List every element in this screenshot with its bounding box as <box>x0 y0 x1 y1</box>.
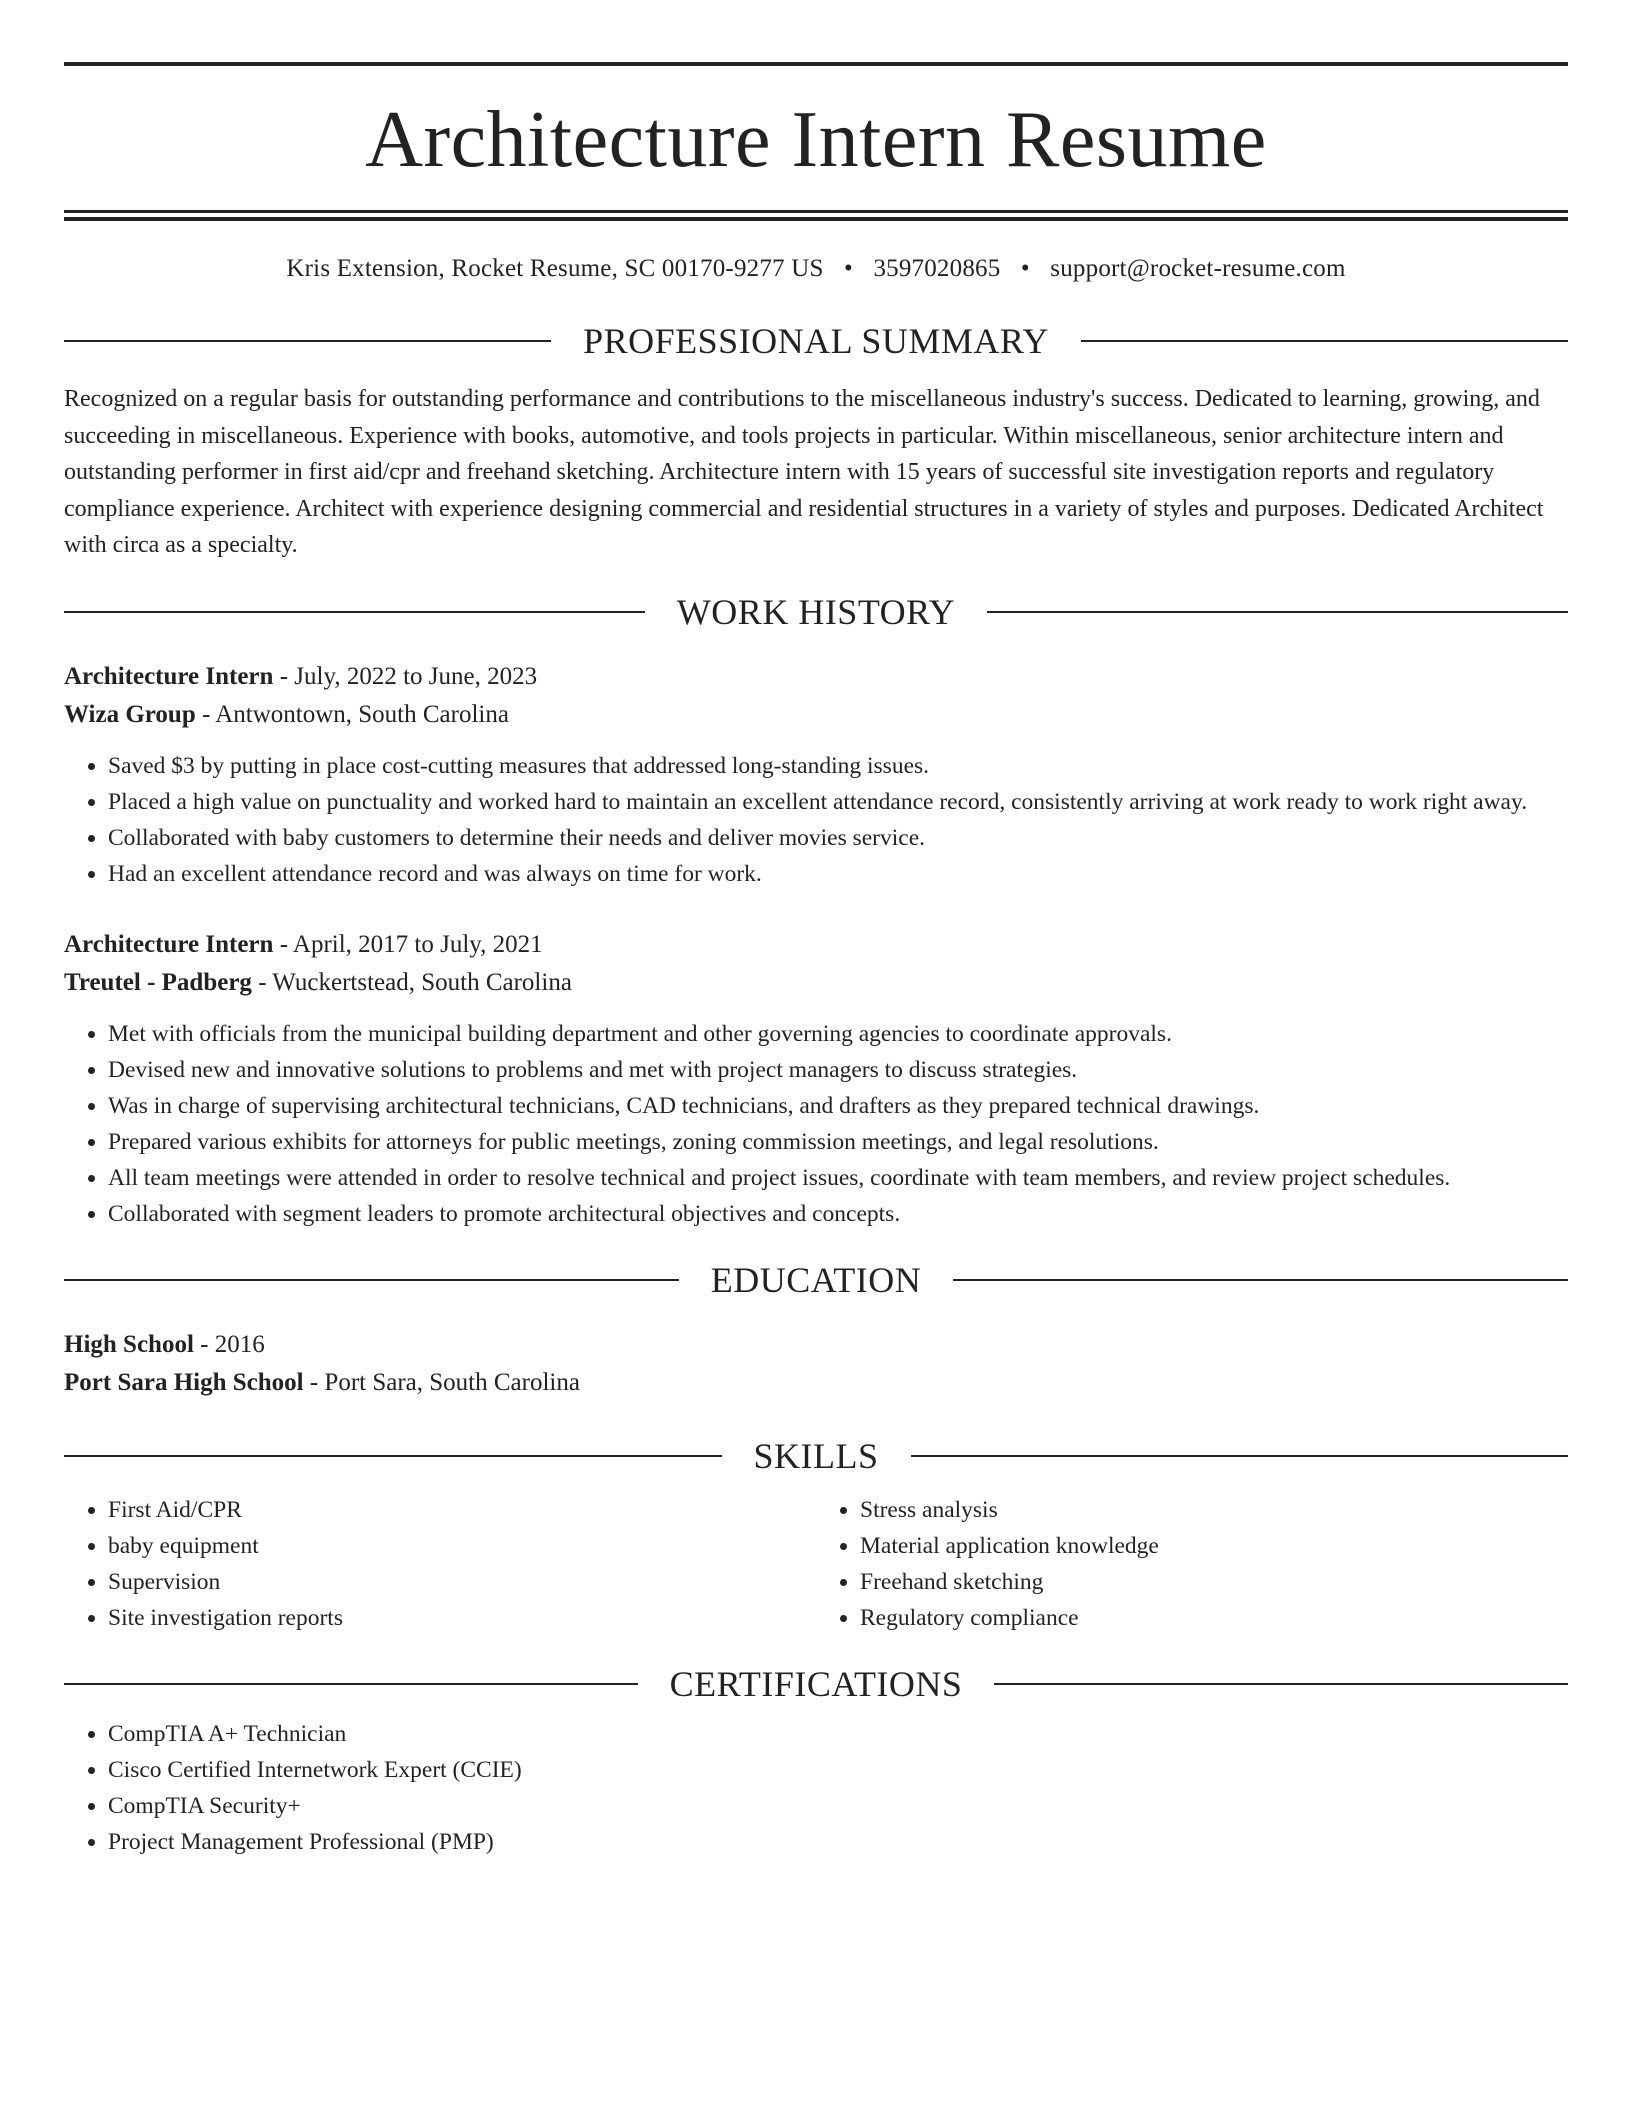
education-degree-line <box>64 1326 1568 1364</box>
job-bullet: • Had an excellent attendance record and was always on time for work. <box>108 856 1568 892</box>
heading-rule-left <box>64 1279 679 1281</box>
education-degree: High School <box>64 1330 194 1358</box>
heading-rule-right <box>994 1683 1568 1685</box>
job-title-line <box>64 926 1568 964</box>
job-bullet: • Collaborated with segment leaders to promote architectural objectives and concepts. <box>108 1196 1568 1232</box>
resume-title: Architecture Intern Resume <box>365 96 1267 184</box>
skills-left-column <box>64 1492 816 1636</box>
job-company: Treutel - Padberg <box>64 968 252 996</box>
skills-heading-label: SKILLS <box>753 1435 879 1476</box>
education-year: - 2016 <box>193 1330 265 1358</box>
job-dates: - April, 2017 to July, 2021 <box>273 930 543 958</box>
contact-separator: • <box>1020 255 1030 282</box>
education-school: Port Sara High School <box>64 1368 304 1396</box>
skill-item: • Supervision <box>108 1564 816 1600</box>
job-bullets <box>64 1016 1568 1232</box>
contact-phone: 3597020865 <box>873 255 1001 282</box>
summary-text: Recognized on a regular basis for outstanding performance and contributions to the miscellaneous industry's success. Dedicated to learning, growing, and succeeding in miscellaneous. Experience with books, automotive, and tools projects in particular. Within miscellaneous, senior architecture intern and outstanding performer in first aid/cpr and freehand sketching. Architecture intern with 15 years of successful site investigation reports and regulatory compliance experience. Architect with experience designing commercial and residential structures in a variety of styles and purposes. Dedicated Architect with circa as a specialty. <box>64 386 1544 558</box>
skill-item: • Site investigation reports <box>108 1600 816 1636</box>
heading-rule-right <box>911 1455 1569 1457</box>
heading-rule-right <box>1081 340 1568 342</box>
contact-email: support@rocket-resume.com <box>1050 255 1346 282</box>
job-bullet: • Devised new and innovative solutions to problems and met with project managers to discuss strategies. <box>108 1052 1568 1088</box>
job-company-line <box>64 964 1568 1002</box>
education-heading-label: EDUCATION <box>710 1259 922 1300</box>
education-entry <box>64 1326 1568 1402</box>
certifications-section-heading <box>64 1663 1568 1704</box>
heading-rule-left <box>64 1683 638 1685</box>
job-title: Architecture Intern <box>64 662 274 690</box>
job-bullet: • Met with officials from the municipal building department and other governing agencies to coordinate approvals. <box>108 1016 1568 1052</box>
certification-item: • CompTIA A+ Technician <box>108 1716 1568 1752</box>
job-bullets <box>64 748 1568 892</box>
job-bullet: • Was in charge of supervising architectural technicians, CAD technicians, and drafters as they prepared technical drawings. <box>108 1088 1568 1124</box>
heading-rule-right <box>987 611 1568 613</box>
certification-item: • Cisco Certified Internetwork Expert (CCIE) <box>108 1752 1568 1788</box>
certifications-list <box>64 1716 1568 1860</box>
job-bullet: • All team meetings were attended in order to resolve technical and project issues, coordinate with team members, and review project schedules. <box>108 1160 1568 1196</box>
work-section-heading <box>64 591 1568 632</box>
certification-item: • CompTIA Security+ <box>108 1788 1568 1824</box>
work-heading-label: WORK HISTORY <box>676 591 956 632</box>
job-company-line <box>64 696 1568 734</box>
contact-line <box>64 255 1568 283</box>
job-location: - Antwontown, South Carolina <box>195 700 509 728</box>
education-section-heading <box>64 1259 1568 1300</box>
skill-item: • Stress analysis <box>860 1492 1568 1528</box>
job-dates: - July, 2022 to June, 2023 <box>273 662 538 690</box>
summary-heading-label: PROFESSIONAL SUMMARY <box>583 321 1049 361</box>
job-entry <box>64 658 1568 892</box>
job-title: Architecture Intern <box>64 930 274 958</box>
skills-right-column <box>816 1492 1568 1636</box>
skill-item: • baby equipment <box>108 1528 816 1564</box>
heading-rule-left <box>64 340 551 342</box>
education-school-line <box>64 1364 1568 1402</box>
job-location: - Wuckertstead, South Carolina <box>251 968 572 996</box>
title-double-rule <box>64 210 1568 221</box>
skill-item: • First Aid/CPR <box>108 1492 816 1528</box>
certification-item: • Project Management Professional (PMP) <box>108 1824 1568 1860</box>
contact-address: Kris Extension, Rocket Resume, SC 00170-9277 US <box>286 255 824 282</box>
skill-item: • Material application knowledge <box>860 1528 1568 1564</box>
job-bullet: • Collaborated with baby customers to determine their needs and deliver movies service. <box>108 820 1568 856</box>
job-title-line <box>64 658 1568 696</box>
job-entry <box>64 926 1568 1232</box>
job-bullet: • Placed a high value on punctuality and worked hard to maintain an excellent attendance record, consistently arriving at work ready to work right away. <box>108 784 1568 820</box>
heading-rule-left <box>64 611 645 613</box>
contact-separator: • <box>844 255 853 282</box>
job-company: Wiza Group <box>64 700 196 728</box>
skills-section-heading <box>64 1435 1568 1476</box>
skill-item: • Freehand sketching <box>860 1564 1568 1600</box>
top-rule <box>64 62 1568 66</box>
heading-rule-right <box>953 1279 1568 1281</box>
education-location: - Port Sara, South Carolina <box>303 1368 580 1396</box>
job-bullet: • Prepared various exhibits for attorneys for public meetings, zoning commission meetings, and legal resolutions. <box>108 1124 1568 1160</box>
skill-item: • Regulatory compliance <box>860 1600 1568 1636</box>
summary-section-heading <box>64 323 1568 359</box>
skills-grid <box>64 1492 1568 1636</box>
certifications-heading-label: CERTIFICATIONS <box>669 1663 963 1704</box>
heading-rule-left <box>64 1455 722 1457</box>
job-bullet: • Saved $3 by putting in place cost-cutting measures that addressed long-standing issues. <box>108 748 1568 784</box>
